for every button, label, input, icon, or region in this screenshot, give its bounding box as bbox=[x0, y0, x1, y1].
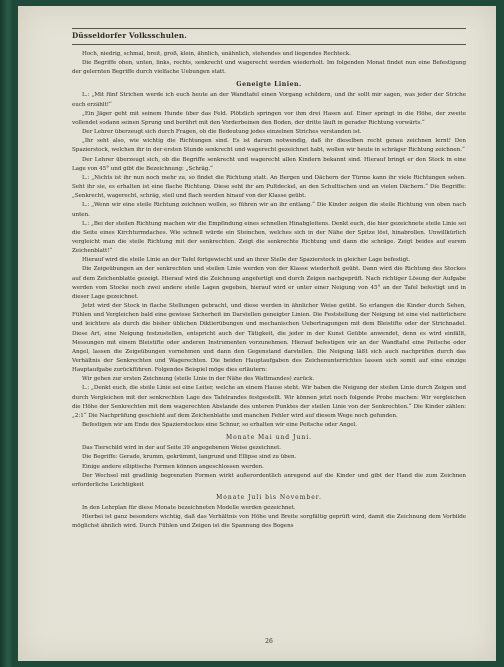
body-paragraph: Die Zeigeübungen an der senkrechten und steilen Linie werden von der Klasse wiederholt geübt. Dann wird die Richtung des Stockes auf dem Zeichenblatte gezeigt. Hierauf wird die Zeichnung angefertigt und durch Zeigen nachgeprüft. Nach richtiger Lösung der Aufgabe werden vom Stocke noch zwei andere steile Lagen gegeben, hierauf wird er unter einer Neigung von 45° an der Tafel befestigt und in dieser Lage gezeichnet. bbox=[72, 266, 466, 300]
book-page bbox=[18, 6, 496, 661]
body-paragraph: L.: „Denkt euch, die steile Linie sei eine Leiter, welche an einem Hause steht. Wir haben die Neigung der steilen Linie durch Zeigen und durch Vergleichen mit der senkrechten Lage des Tafelrandes festgestellt. Wir können jetzt noch folgende Probe machen: Wir vergleichen die Höhe der Senkrechten mit dem wagerechten Abstande des unteren Punktes der steilen Linie von der Senkrechten.“ Die Kinder zählen: „2:1“ Die Nachprüfung geschieht auf dem Zeichenblatte und manchen Fehler wird auf diesem Wege noch gefunden. bbox=[72, 385, 466, 419]
section-heading: Monate Mai und Juni. bbox=[225, 434, 313, 442]
body-paragraph: Der Lehrer überzeugt sich, ob die Begriffe senkrecht und wagerecht allen Kindern bekannt sind. Hierauf bringt er den Stock in eine Lage von 45° und gibt die Bezeichnung: „Schräg.“ bbox=[72, 156, 466, 172]
intro-paragraph: Die Begriffe oben, unten, links, rechts, senkrecht und wagerecht werden wiederholt. Im folgenden Monat findet nun eine Befestigung der gelernten Begriffe durch vielfache Uebungen statt. bbox=[72, 60, 466, 76]
body-paragraph: L.: „Nichts ist ihr nun noch mehr zu, so findet die Richtung statt. An Bergen und Dächern der Türme kann ihr viele Richtungen sehen. Seht ihr sie, es erhalten ist eine flache Richtung. Diese seht ihr am Pultdeckel, an den Schultischen und an vielen Dächern.“ Die Begriffe: „Senkrecht, wagerecht, schräg, steil und flach werden hinauf von der Klasse geübt. bbox=[72, 174, 466, 200]
header-title: Düsseldorfer Volksschulen. bbox=[72, 31, 187, 40]
body-paragraph: Befestigen wir am Ende des Spazierstockes eine Schnur, so erhalten wir eine Peitsche oder Angel. bbox=[82, 422, 357, 429]
body-paragraph: „Ihr seht also, wie wichtig die Richtungen sind. Es ist darum notwendig, daß ihr dieselben recht genau zeichnen lernt! Den Spazierstock, welchen ihr in der ersten Stunde senkrecht und wagerecht gezeichnet habt, wollen wir heute in schräger Richtung zeichnen.“ bbox=[72, 138, 466, 154]
running-header bbox=[72, 28, 466, 45]
body-paragraph: Der Lehrer überzeugt sich durch Fragen, ob die Bedeutung jedes einzelnen Striches verstanden ist. bbox=[82, 129, 362, 136]
body-paragraph: Wir gehen zur ersten Zeichnung (steile Linie in der Nähe des Wattmandes) zurück. bbox=[82, 376, 315, 383]
intro-paragraph: Hoch, niedrig, schmal, breit, groß, klein, ähnlich, unähnlich, stehendes und liegendes Rechteck. bbox=[82, 51, 351, 57]
body-paragraph: L.: „Wenn wir eine steile Richtung zeichnen wollen, so führen wir an ihr entlang.“ Die Kinder zeigen die steile Richtung von oben nach unten. bbox=[72, 202, 466, 218]
body-paragraph: „Ein Jäger geht mit seinem Hunde über das Feld. Plötzlich springen vor ihm drei Hasen auf. Einer springt in die Höhe, der zweite vollendet sodann seinen Sprung und berührt mit den Vorderbeinen den Boden, der dritte läuft in gerader Richtung vorwärts.“ bbox=[72, 110, 466, 126]
body-paragraph: Hierbei ist ganz besonders wichtig, daß das Verhältnis von Höhe und Breite sorgfältig geprüft wird, damit die Zeichnung dem Vorbilde möglichst ähnlich wird. Durch Fühlen und Zeigen ist die Spannung des Bogens bbox=[72, 514, 466, 530]
body-line: Einige andere elliptische Formen können angeschlossen werden. bbox=[82, 463, 264, 470]
body-line: Die Begriffe: Gerade, krumm, gekrümmt, langrund und Ellipse sind zu üben. bbox=[82, 454, 297, 461]
binding-spine bbox=[0, 0, 14, 667]
section-heading: Geneigte Linien. bbox=[236, 81, 302, 89]
body-paragraph: Der Wechsel mit gradlinig begrenzten Formen wirkt außerordentlich anregend auf die Kinder und gibt der Hand die zum Zeichnen erforderliche Leichtigkeit bbox=[72, 472, 466, 488]
body-paragraph: Jetzt wird der Stock in flache Stellungen gebracht, und diese werden in ähnlicher Weise geübt. So erlangen die Kinder durch Sehen, Fühlen und Vergleichen bald eine gewisse Sicherheit im Darstellen geneigter Linien. Die Feststellung der Neigung ist eine viel natürlichere und leichtere als durch die bisher üblichen Diktierübungen und mechanischen Uebertragungen mit dem Bleistifte oder der Strichnadel. Diese Art, eine Neigung festzustellen, entspricht auch der Tätigkeit, die jeder in der Kunst Geübte anwendet, denn es wird einfällt, Messungen mit einem Bleistifte oder anderen Instrumenten vorzunehmen. Hierauf befestigen wir an der Wandtafel eine Peitsche oder Angel, lassen die Zeigeübungen vornehmen und dann den Gegenstand darstellen. Die Neigung läßt sich auch nachprüfen durch das Verhältnis der Senkrechten und Wagerechten. Die beiden Hauptaufgaben des Zeichenunterrichtes lassen sich somit auf eine einzige Hauptaufgabe zurückführen. Folgendes Beispiel möge dies erläutern: bbox=[72, 303, 466, 374]
body-paragraph: Hierauf wird die steile Linie an der Tafel fortgewischt und an ihrer Stelle der Spazierstock in gleicher Lage befestigt. bbox=[82, 257, 411, 264]
page-content bbox=[72, 28, 466, 645]
body-paragraph: L.: „Bei der steilen Richtung machen wir die Empfindung eines schnellen Hinabgleitens. Denkt euch, die hier gezeichnete steile Linie sei die Seite eines Kirchturmdaches. Wie schnell würde ein Steinchen, welches sich in der Nähe der Spitze löst, hinabrollen. Unwillkürlich vergleicht man die steile Richtung mit der senkrechten. Zeigt die senkrechte Richtung und dann die schräge. Zeigt beides auf eurem Zeichenblatt!“ bbox=[72, 220, 466, 255]
section-heading: Monate Juli bis November. bbox=[216, 494, 322, 502]
body-paragraph: In den Lehrplan für diese Monate bezeichneten Modelle werden gezeichnet. bbox=[82, 505, 296, 512]
page-number: 26 bbox=[265, 638, 273, 645]
body-paragraph: L.: „Mit fünf Strichen werde ich euch heute an der Wandtafel einen Vorgang schildern, und ihr sollt mir sagen, was jeder der Striche euch erzählt!“ bbox=[72, 92, 466, 108]
body-line: Das Tierschild wird in der auf Seite 39 angegebenen Weise gezeichnet. bbox=[82, 445, 282, 452]
